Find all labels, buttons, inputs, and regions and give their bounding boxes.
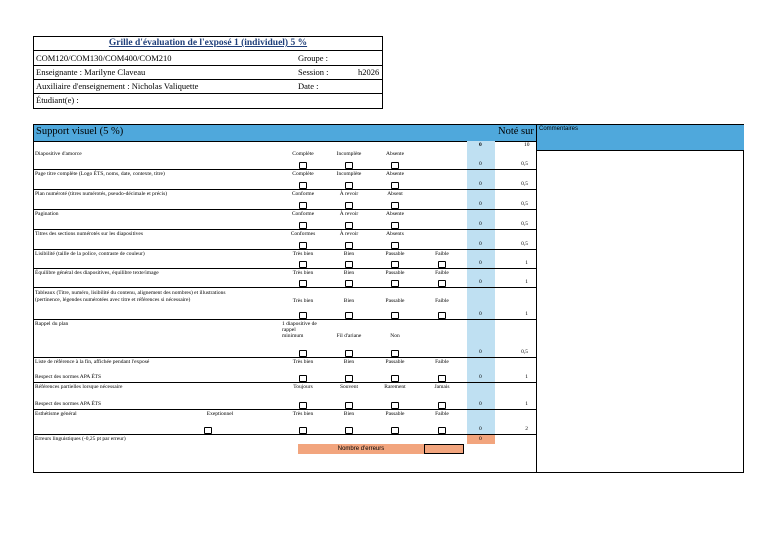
criterion-max: 1 [525,279,528,285]
option-label: À revoir [339,191,359,197]
option-label: Passable [385,251,405,257]
criterion-score: 0 [479,201,482,207]
option-checkbox[interactable] [204,427,212,434]
page-title: Grille d'évaluation de l'exposé 1 (individuel) 5 % [34,37,382,51]
option-checkbox[interactable] [391,261,399,268]
criterion-max: 1 [525,401,528,407]
option-checkbox[interactable] [345,375,353,382]
option-label: Bien [343,251,355,257]
header-student-line [34,93,382,107]
option-label: Absente [385,211,405,217]
criterion-max: 0,5 [521,349,528,355]
option-checkbox[interactable] [299,375,307,382]
option-label: Conforme [291,211,315,217]
comments-column[interactable] [536,125,744,472]
group-label: Groupe : [298,53,328,63]
error-count-label: Nombre d'erreurs [298,444,424,454]
criterion-score: 0 [479,260,482,266]
option-label: Non [390,333,400,339]
comments-header: Commentaires [537,125,744,151]
option-label: Faible [435,298,449,304]
option-checkbox[interactable] [299,402,307,409]
evaluation-grid [33,124,744,473]
criterion-label: Rappel du plan [35,321,69,327]
criterion-score: 0 [479,161,482,167]
option-label: Incomplète [336,151,362,157]
option-checkbox[interactable] [438,402,446,409]
errors-row [34,435,536,452]
criterion-score: 0 [479,311,482,317]
option-checkbox[interactable] [391,312,399,319]
option-label: Faible [435,270,449,276]
option-checkbox[interactable] [345,202,353,209]
option-label: Très bien [292,298,314,304]
option-checkbox[interactable] [391,280,399,287]
header-assistant-line [34,79,382,94]
option-label: Incomplète [336,171,362,177]
option-label: Conforme [291,191,315,197]
option-checkbox[interactable] [299,427,307,434]
option-checkbox[interactable] [391,402,399,409]
option-label: Bien [343,270,355,276]
criterion-label: Esthétisme général [35,411,77,417]
option-label: Souvent [339,384,359,390]
criterion-score: 0 [479,241,482,247]
criterion-row [34,170,536,190]
courses-text: COM120/COM130/COM400/COM210 [36,53,172,63]
errors-score: 0 [467,435,495,444]
option-label: Très bien [292,251,314,257]
total-score: 0 [479,142,482,148]
option-checkbox[interactable] [391,350,399,357]
criterion-score: 0 [479,279,482,285]
option-checkbox[interactable] [345,350,353,357]
option-label: Absente [385,171,405,177]
total-max: 10 [524,142,530,148]
criterion-label: Équilibre général des diapositives, équilibre texte/image [35,270,159,276]
section-title: Support visuel (5 %) [36,126,124,137]
option-checkbox[interactable] [345,402,353,409]
criterion-score: 0 [479,349,482,355]
assistant-text: Auxiliaire d'enseignement : Nicholas Valiquette [36,81,199,91]
criterion-score: 0 [479,181,482,187]
criterion-max: 1 [525,260,528,266]
criterion-label: Page titre complète (Logo ÉTS, noms, date, contexte, titre) [35,171,165,177]
option-label: Faible [435,359,449,365]
option-checkbox[interactable] [345,280,353,287]
option-exceptional-label: Exeptionnel [206,411,234,417]
option-label: Faible [435,411,449,417]
option-checkbox[interactable] [299,202,307,209]
criterion-row [34,383,536,410]
option-label: Passable [385,411,405,417]
option-checkbox[interactable] [391,202,399,209]
option-label: À revoir [339,211,359,217]
option-label: À revoir [339,231,359,237]
option-label: Complète [292,171,314,177]
criterion-row [34,269,536,288]
option-label: Bien [343,359,355,365]
option-checkbox[interactable] [299,312,307,319]
option-label: Passable [385,359,405,365]
criterion-row [34,210,536,230]
section-header [34,125,536,142]
option-checkbox[interactable] [345,182,353,189]
option-label: Absent [387,191,403,197]
criterion-sublabel: (pertinence, légendes numérotées avec titre et références si nécessaire) [35,297,191,303]
criterion-max: 0,5 [521,181,528,187]
option-checkbox[interactable] [438,280,446,287]
errors-label: Erreurs linguistiques (-0,25 pt par erreur) [35,436,126,442]
criterion-score: 0 [479,374,482,380]
criterion-score: 0 [479,401,482,407]
teacher-text: Enseignante : Marilyne Claveau [36,67,146,77]
option-checkbox[interactable] [391,242,399,249]
option-checkbox[interactable] [345,222,353,229]
criterion-max: 0,5 [521,241,528,247]
option-label: Bien [343,298,355,304]
option-checkbox[interactable] [438,427,446,434]
option-checkbox[interactable] [391,182,399,189]
note-sur-label: Noté sur [498,126,534,137]
criterion-max: 0,5 [521,161,528,167]
option-checkbox[interactable] [438,375,446,382]
criterion-label: Liste de référence à la fin, affichée pendant l'exposé [35,359,150,365]
criterion-score: 0 [479,426,482,432]
option-checkbox[interactable] [299,222,307,229]
option-checkbox[interactable] [299,350,307,357]
option-label: Bien [343,411,355,417]
criterion-sublabel: Respect des normes APA ÉTS [35,374,102,380]
option-checkbox[interactable] [345,312,353,319]
option-checkbox[interactable] [391,375,399,382]
criterion-max: 0,5 [521,201,528,207]
option-label: Très bien [292,359,314,365]
option-label: 1 diapositive de rappel minimum [282,321,317,339]
option-checkbox[interactable] [345,242,353,249]
criterion-max: 0,5 [521,221,528,227]
option-label: Conformes [290,231,316,237]
criterion-score: 0 [479,221,482,227]
option-label: Toujours [293,384,313,390]
criterion-row [34,410,536,435]
session-value: h2026 [358,67,380,77]
totals-row [34,141,536,150]
criterion-row [34,150,536,170]
criterion-label: Références partielles lorsque nécessaire [35,384,123,390]
option-checkbox[interactable] [391,222,399,229]
option-checkbox[interactable] [299,280,307,287]
criterion-row [34,288,536,320]
option-label: Absente [385,151,405,157]
criterion-label: Pagination [35,211,59,217]
criterion-sublabel: Respect des normes APA ÉTS [35,401,102,407]
criterion-label: Diapositive d'amorce [35,151,82,157]
error-count-input[interactable] [424,444,464,454]
option-label: Très bien [292,411,314,417]
header-teacher-line [34,65,382,80]
option-checkbox[interactable] [299,261,307,268]
option-label: Complète [292,151,314,157]
option-checkbox[interactable] [345,427,353,434]
criterion-max: 2 [525,426,528,432]
criterion-label: Lisibilité (taille de la police, contraste de couleur) [35,251,145,257]
option-label: Rarement [384,384,406,390]
option-checkbox[interactable] [345,261,353,268]
option-checkbox[interactable] [299,182,307,189]
date-label: Date : [298,81,319,91]
criterion-row [34,230,536,250]
criterion-label: Tableaux (Titre, numéro, lisibilité du contenu, alignement des nombres) et illustrations [35,290,226,296]
criterion-max: 1 [525,374,528,380]
option-checkbox[interactable] [299,162,307,169]
option-label: Passable [385,298,405,304]
header-block [33,36,383,109]
student-text: Étudiant(e) : [36,95,79,105]
option-label: Absents [386,231,404,237]
criterion-row [34,358,536,383]
option-checkbox[interactable] [438,261,446,268]
option-label: Jamais [434,384,450,390]
option-checkbox[interactable] [438,312,446,319]
option-label: Très bien [292,270,314,276]
criterion-max: 1 [525,311,528,317]
option-label: Passable [385,270,405,276]
criterion-row [34,190,536,210]
session-label: Session : [298,67,329,77]
option-checkbox[interactable] [299,242,307,249]
criterion-row [34,320,536,358]
criterion-label: Titres des sections numérotés sur les diapositives [35,231,143,237]
option-label: Fil d'ariane [336,333,362,339]
option-checkbox[interactable] [391,162,399,169]
criterion-row [34,250,536,269]
option-checkbox[interactable] [391,427,399,434]
header-courses-line [34,51,382,66]
option-checkbox[interactable] [345,162,353,169]
option-label: Faible [435,251,449,257]
criterion-label: Plan numéroté (titres numérotés, pseudo-décimale et précis) [35,191,168,197]
